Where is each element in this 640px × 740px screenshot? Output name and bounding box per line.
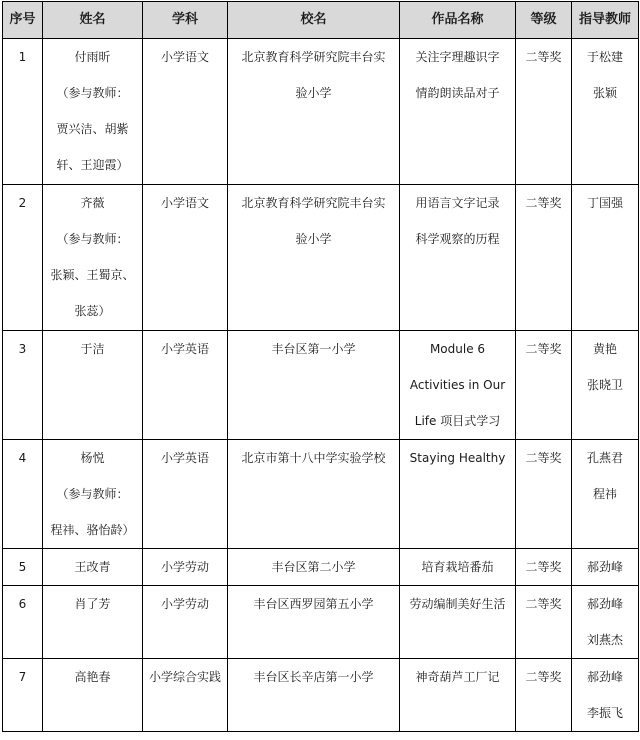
name-cell [43, 331, 143, 440]
table-row [3, 586, 639, 659]
row-number-cell: 4 [3, 440, 43, 549]
work-title-cell [400, 185, 516, 331]
row-number-cell: 6 [3, 586, 43, 659]
subject-cell: 小学语文 [143, 185, 228, 331]
school-line: 验小学 [295, 86, 332, 100]
name-line: 张蕊） [74, 304, 111, 318]
name-line: 贾兴洁、胡紫 [56, 122, 129, 136]
advisor-cell [572, 659, 639, 732]
advisor-line: 程祎 [592, 487, 617, 501]
table-row [3, 659, 639, 732]
name-line: 齐薇 [80, 196, 105, 210]
name-line: （参与教师： [56, 487, 129, 501]
work-title-cell [400, 549, 516, 586]
name-line: （参与教师： [56, 86, 129, 100]
award-grade-cell: 二等奖 [516, 39, 572, 185]
award-grade-cell: 二等奖 [516, 549, 572, 586]
school-cell [228, 39, 400, 185]
subject-cell: 小学劳动 [143, 549, 228, 586]
school-line: 丰台区第一小学 [271, 342, 356, 356]
header-cell: 校名 [228, 2, 400, 39]
table-row [3, 39, 639, 185]
advisor-line: 丁国强 [586, 196, 623, 210]
work-line: Module 6 [429, 342, 486, 356]
advisor-line: 郝劲峰 [586, 560, 623, 574]
advisor-cell [572, 185, 639, 331]
advisor-cell [572, 586, 639, 659]
header-cell: 姓名 [43, 2, 143, 39]
school-line: 丰台区长辛店第一小学 [253, 670, 374, 684]
name-line: 轩、王迎霞） [56, 158, 129, 172]
row-number-cell: 5 [3, 549, 43, 586]
table-row [3, 549, 639, 586]
advisor-line: 李振飞 [586, 706, 623, 720]
name-line: 杨悦 [80, 451, 105, 465]
work-line: Activities in Our [409, 378, 506, 392]
name-cell [43, 440, 143, 549]
name-line: 付雨昕 [74, 50, 111, 64]
work-line: 情韵朗读品对子 [415, 86, 500, 100]
name-cell [43, 185, 143, 331]
award-grade-cell: 二等奖 [516, 586, 572, 659]
row-number-cell: 7 [3, 659, 43, 732]
work-line: Life 项目式学习 [414, 414, 501, 428]
advisor-line: 郝劲峰 [586, 597, 623, 611]
work-line: 科学观察的历程 [415, 232, 500, 246]
row-number-cell: 2 [3, 185, 43, 331]
name-line: 王改青 [74, 560, 111, 574]
subject-cell: 小学综合实践 [143, 659, 228, 732]
subject-cell: 小学英语 [143, 331, 228, 440]
row-number-cell: 1 [3, 39, 43, 185]
work-line: 培育栽培番茄 [421, 560, 494, 574]
school-cell [228, 586, 400, 659]
name-line: 肖了芳 [74, 597, 111, 611]
name-cell [43, 586, 143, 659]
award-grade-cell: 二等奖 [516, 185, 572, 331]
school-line: 丰台区西罗园第五小学 [253, 597, 374, 611]
work-line: 神奇葫芦工厂记 [415, 670, 500, 684]
name-line: 高艳春 [74, 670, 111, 684]
header-cell: 等级 [516, 2, 572, 39]
award-grade-cell: 二等奖 [516, 440, 572, 549]
school-cell [228, 659, 400, 732]
school-cell [228, 331, 400, 440]
advisor-cell [572, 39, 639, 185]
header-cell: 指导教师 [572, 2, 639, 39]
header-cell: 序号 [3, 2, 43, 39]
work-line: Staying Healthy [409, 451, 506, 465]
row-number-cell: 3 [3, 331, 43, 440]
school-line: 北京市第十八中学实验学校 [241, 451, 386, 465]
advisor-line: 张颖 [592, 86, 617, 100]
advisor-cell [572, 440, 639, 549]
work-line: 关注字理趣识字 [415, 50, 500, 64]
work-title-cell [400, 586, 516, 659]
advisor-cell [572, 331, 639, 440]
school-line: 北京教育科学研究院丰台实 [241, 50, 386, 64]
name-line: 张颖、王蜀京、 [50, 268, 135, 282]
name-line: 程祎、骆怡龄） [50, 523, 135, 537]
advisor-line: 于松建 [586, 50, 623, 64]
advisor-line: 张晓卫 [586, 378, 623, 392]
school-line: 丰台区第二小学 [271, 560, 356, 574]
table-row [3, 185, 639, 331]
work-title-cell [400, 39, 516, 185]
advisor-line: 黄艳 [592, 342, 617, 356]
school-cell [228, 185, 400, 331]
work-line: 用语言文字记录 [415, 196, 500, 210]
name-cell [43, 549, 143, 586]
work-title-cell [400, 440, 516, 549]
awards-table [2, 1, 639, 732]
award-grade-cell: 二等奖 [516, 659, 572, 732]
name-line: （参与教师： [56, 232, 129, 246]
table-row [3, 440, 639, 549]
name-cell [43, 39, 143, 185]
school-cell [228, 549, 400, 586]
advisor-line: 刘燕杰 [586, 633, 623, 647]
table-row [3, 331, 639, 440]
header-cell: 学科 [143, 2, 228, 39]
advisor-line: 孔燕君 [586, 451, 623, 465]
advisor-cell [572, 549, 639, 586]
advisor-line: 郝劲峰 [586, 670, 623, 684]
work-title-cell [400, 659, 516, 732]
award-grade-cell: 二等奖 [516, 331, 572, 440]
subject-cell: 小学语文 [143, 39, 228, 185]
name-cell [43, 659, 143, 732]
work-title-cell [400, 331, 516, 440]
header-cell: 作品名称 [400, 2, 516, 39]
work-line: 劳动编制美好生活 [409, 597, 506, 611]
name-line: 于洁 [80, 342, 105, 356]
school-line: 北京教育科学研究院丰台实 [241, 196, 386, 210]
header-row [3, 2, 639, 39]
school-cell [228, 440, 400, 549]
subject-cell: 小学英语 [143, 440, 228, 549]
school-line: 验小学 [295, 232, 332, 246]
subject-cell: 小学劳动 [143, 586, 228, 659]
